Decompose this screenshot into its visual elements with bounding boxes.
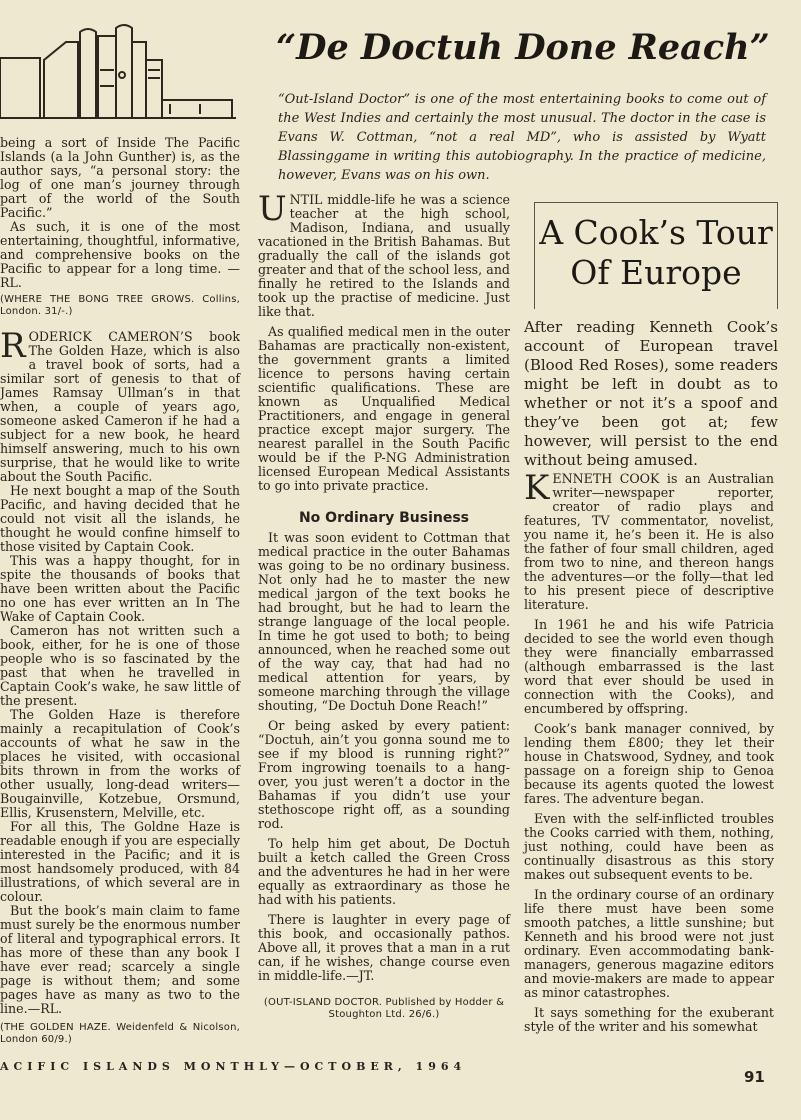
paragraph: It was soon evident to Cottman that medical practice in the outer Bahamas was going to be no ordinary business. Not only had he to master the new medical jargon of the text books he had brought, but he had to learn the strange language of the local people. In time he got used to both; to being announced, when he reached some out of the way cay, that had had no medical attention for years, by someone marching through the village shouting, “De Doctuh Done Reach!” [258,530,510,713]
paragraph: This was a happy thought, for in spite the thousands of books that have been written about the Pacific no one has ever written an In The Wake of Captain Cook. [0,553,240,624]
headline-container [276,28,786,68]
paragraph: For all this, The Goldne Haze is readable enough if you are especially interested in the Pacific; and it is most handsomely produced, with 84 illustrations, of which several are in colour. [0,819,240,904]
book-source: (THE GOLDEN HAZE. Weidenfeld & Nicolson, London 60/9.) [0,1022,240,1045]
subheading: No Ordinary Business [298,510,470,526]
paragraph: ODERICK CAMERON’S book The Golden Haze, which is also a travel book of sorts, had a similar sort of genesis to that of James Ramsay Ullman’s in that when, a couple of years ago, someone asked Cameron if he had a subject for a new book, he heard himself answering, much to his own surprise, that he would like to write about the South Pacific. [0,329,240,484]
book-spine [132,42,146,118]
paragraph: It says something for the exuberant style of the writer and his somewhat [524,1005,774,1034]
review-title: A Cook’s Tour [539,213,773,252]
book-spine [0,58,40,118]
review-intro: After reading Kenneth Cook’s account of European travel (Blood Red Roses), some readers might be left in doubt as to whether or not it’s a spoof and they’ve been got at; few however, will persist to the end without being amused. [524,318,778,469]
review-title: Of Europe [570,253,742,292]
paragraph: There is laughter in every page of this book, and occasionally pathos. Above all, it proves that a man in a rut can, if he wishes, change course even in middle-life.—JT. [258,912,510,983]
column-left [0,136,240,1046]
paragraph: being a sort of Inside The Pacific Islands (a la John Gunther) is, as the author says, “a personal story: the log of one man’s journey through part of the world of the South Pacific.” [0,135,240,220]
intro-paragraph: “Out-Island Doctor” is one of the most entertaining books to come out of the West Indies and certainly the most unusual. The doctor in the case is Evans W. Cottman, “not a real MD”, who is assisted by Wyatt Blassinggame in writing this autobiography. In the practice of medicine, however, Evans was on his own. [278,92,766,183]
page-number: 91 [744,1068,765,1086]
paragraph: Or being asked by every patient: “Doctuh, ain’t you gonna sound me to see if my blood is running right?” From ingrowing toenails to a hang-over, you just weren’t a doctor in the Bahamas if you didn’t use your stethoscope right off, as a sounding rod. [258,718,510,831]
drop-cap: U [258,189,287,229]
paragraph: As qualified medical men in the outer Bahamas are practically non-existent, the government grants a limited licence to persons having certain scientific qualifications. These are known as Unqualified Medical Practitioners, and engage in general practice except major surgery. The nearest parallel in the South Pacific would be if the P-NG Administration licensed European Medical Assistants to go into private practice. [258,324,510,493]
book-spine [80,29,96,118]
book-spine [44,42,78,118]
paragraph: He next bought a map of the South Pacific, and having decided that he could not visit all the islands, he thought he would confine himself to those visited by Captain Cook. [0,483,240,554]
paragraph: Cook’s bank manager connived, by lending them £800; they let their house in Chatswood, Sydney, and took passage on a foreign ship to Genoa because its agents quoted the lowest fares. The adventure began. [524,721,774,806]
paragraph: As such, it is one of the most entertaining, thoughtful, informative, and comprehensive books on the Pacific to appear for a long time. —RL. [0,219,240,290]
book-spine [146,60,162,118]
paragraph: Even with the self-inflicted troubles the Cooks carried with them, nothing, just nothing, could have been as continually disastrous as this story makes out subsequent events to be. [524,811,774,882]
drop-cap: R [0,326,26,366]
paragraph: NTIL middle-life he was a science teacher at the high school, Madison, Indiana, and usually vacationed in the British Bahamas. But gradually the call of the islands got greater and that of the school less, and finally he retired to the Islands and took up the practise of medicine. Just like that. [258,192,510,319]
paragraph: ENNETH COOK is an Australian writer—newspaper reporter, creator of radio plays and features, TV commentator, novelist, you name it, he’s been it. He is also the father of four small children, aged from two to nine, and thereon hangs the adventures—or the folly—that led to his present piece of descriptive literature. [524,471,774,612]
headline: “De Doctuh Done Reach” [276,27,770,68]
drop-cap: K [524,468,550,508]
column-middle [258,189,510,1021]
book-source: (OUT-ISLAND DOCTOR. Published by Hodder & Stoughton Ltd. 26/6.) [263,997,505,1020]
paragraph: To help him get about, De Doctuh built a ketch called the Green Cross and the adventures he had in her were equally as extraordinary as those he had with his patients. [258,836,510,907]
book-spine [162,100,232,118]
paragraph: But the book’s main claim to fame must surely be the enormous number of literal and typographical errors. It has more of these than any book I have ever read; scarcely a single page is without them; and some pages have as many as two to the line.—RL. [0,903,240,1016]
paragraph: The Golden Haze is therefore mainly a recapitulation of Cook’s accounts of what he saw in the places he visited, with occasional bits thrown in from the works of other usually, long-dead writers—Bougainville, Kotzebue, Orsmund, Ellis, Krusenstern, Melville, etc. [0,707,240,820]
column-right [524,468,774,1034]
paragraph: Cameron has not written such a book, either, for he is one of those people who is so fascinated by the past that when he travelled in Captain Cook’s wake, he saw little of the present. [0,623,240,708]
review-title-box [534,202,778,309]
book-spine [116,25,132,118]
paragraph: In 1961 he and his wife Patricia decided to see the world even though they were financially embarrassed (although embarrassed is the last word that ever should be used in connection with the Cooks), and encumbered by offspring. [524,617,774,716]
book-source: (WHERE THE BONG TREE GROWS. Collins, London. 31/-.) [0,294,240,317]
footer-running-head: ACIFIC ISLANDS MONTHLY—OCTOBER, 1964 [0,1060,467,1073]
paragraph: In the ordinary course of an ordinary life there must have been some smooth patches, a little sunshine; but Kenneth and his brood were not just ordinary. Even accommodating bank-managers, generous magazine editors and movie-makers are made to appear as minor catastrophes. [524,887,774,1000]
books-illustration [0,0,240,120]
book-spine [98,36,116,118]
